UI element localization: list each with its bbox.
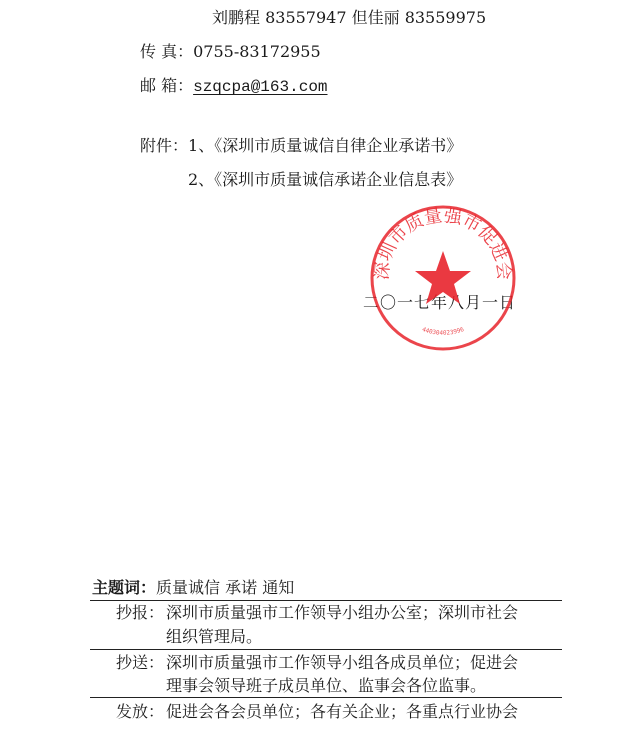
contact-people: 刘鹏程 83557947 但佳丽 83559975 [212, 8, 487, 27]
subject-label: 主题词： [92, 578, 157, 597]
email-value[interactable]: szqcpa@163.com [193, 78, 328, 96]
email-label: 邮 箱： [140, 76, 194, 95]
footer-divider-mid2 [90, 697, 562, 698]
official-seal [368, 203, 518, 353]
seal-number: 440304023996 [421, 326, 465, 337]
footer-divider-mid1 [90, 649, 562, 650]
cc-send-label: 抄送： [116, 653, 165, 672]
cc-send-line2: 理事会领导班子成员单位、监事会各位监事。 [166, 676, 487, 695]
issue-line1: 促进会各会员单位；各有关企业；各重点行业协会 [166, 702, 519, 721]
attachment-item-1: 1、《深圳市质量诚信自律企业承诺书》 [188, 136, 463, 155]
subject-value: 质量诚信 承诺 通知 [156, 578, 295, 597]
issue-label: 发放： [116, 702, 165, 721]
fax-label: 传 真： [140, 42, 194, 61]
fax-row [140, 42, 321, 62]
star-icon [415, 251, 471, 304]
issue-date: 二〇一七年八月一日 [363, 293, 517, 312]
email-row [140, 76, 328, 97]
cc-report-label: 抄报： [116, 603, 165, 622]
cc-send-line1: 深圳市质量强市工作领导小组各成员单位；促进会 [166, 653, 519, 672]
cc-report-line2: 组织管理局。 [166, 627, 263, 646]
attachment-item-2: 2、《深圳市质量诚信承诺企业信息表》 [188, 170, 463, 189]
footer-divider-top [90, 600, 562, 601]
subject-row [92, 578, 294, 598]
attachment-label: 附件： [140, 136, 189, 155]
seal-text: 深圳市质量强市促进会 [371, 205, 515, 281]
cc-report-line1: 深圳市质量强市工作领导小组办公室；深圳市社会 [166, 603, 519, 622]
fax-value: 0755-83172955 [193, 42, 321, 61]
attachment-row-1 [140, 136, 462, 156]
